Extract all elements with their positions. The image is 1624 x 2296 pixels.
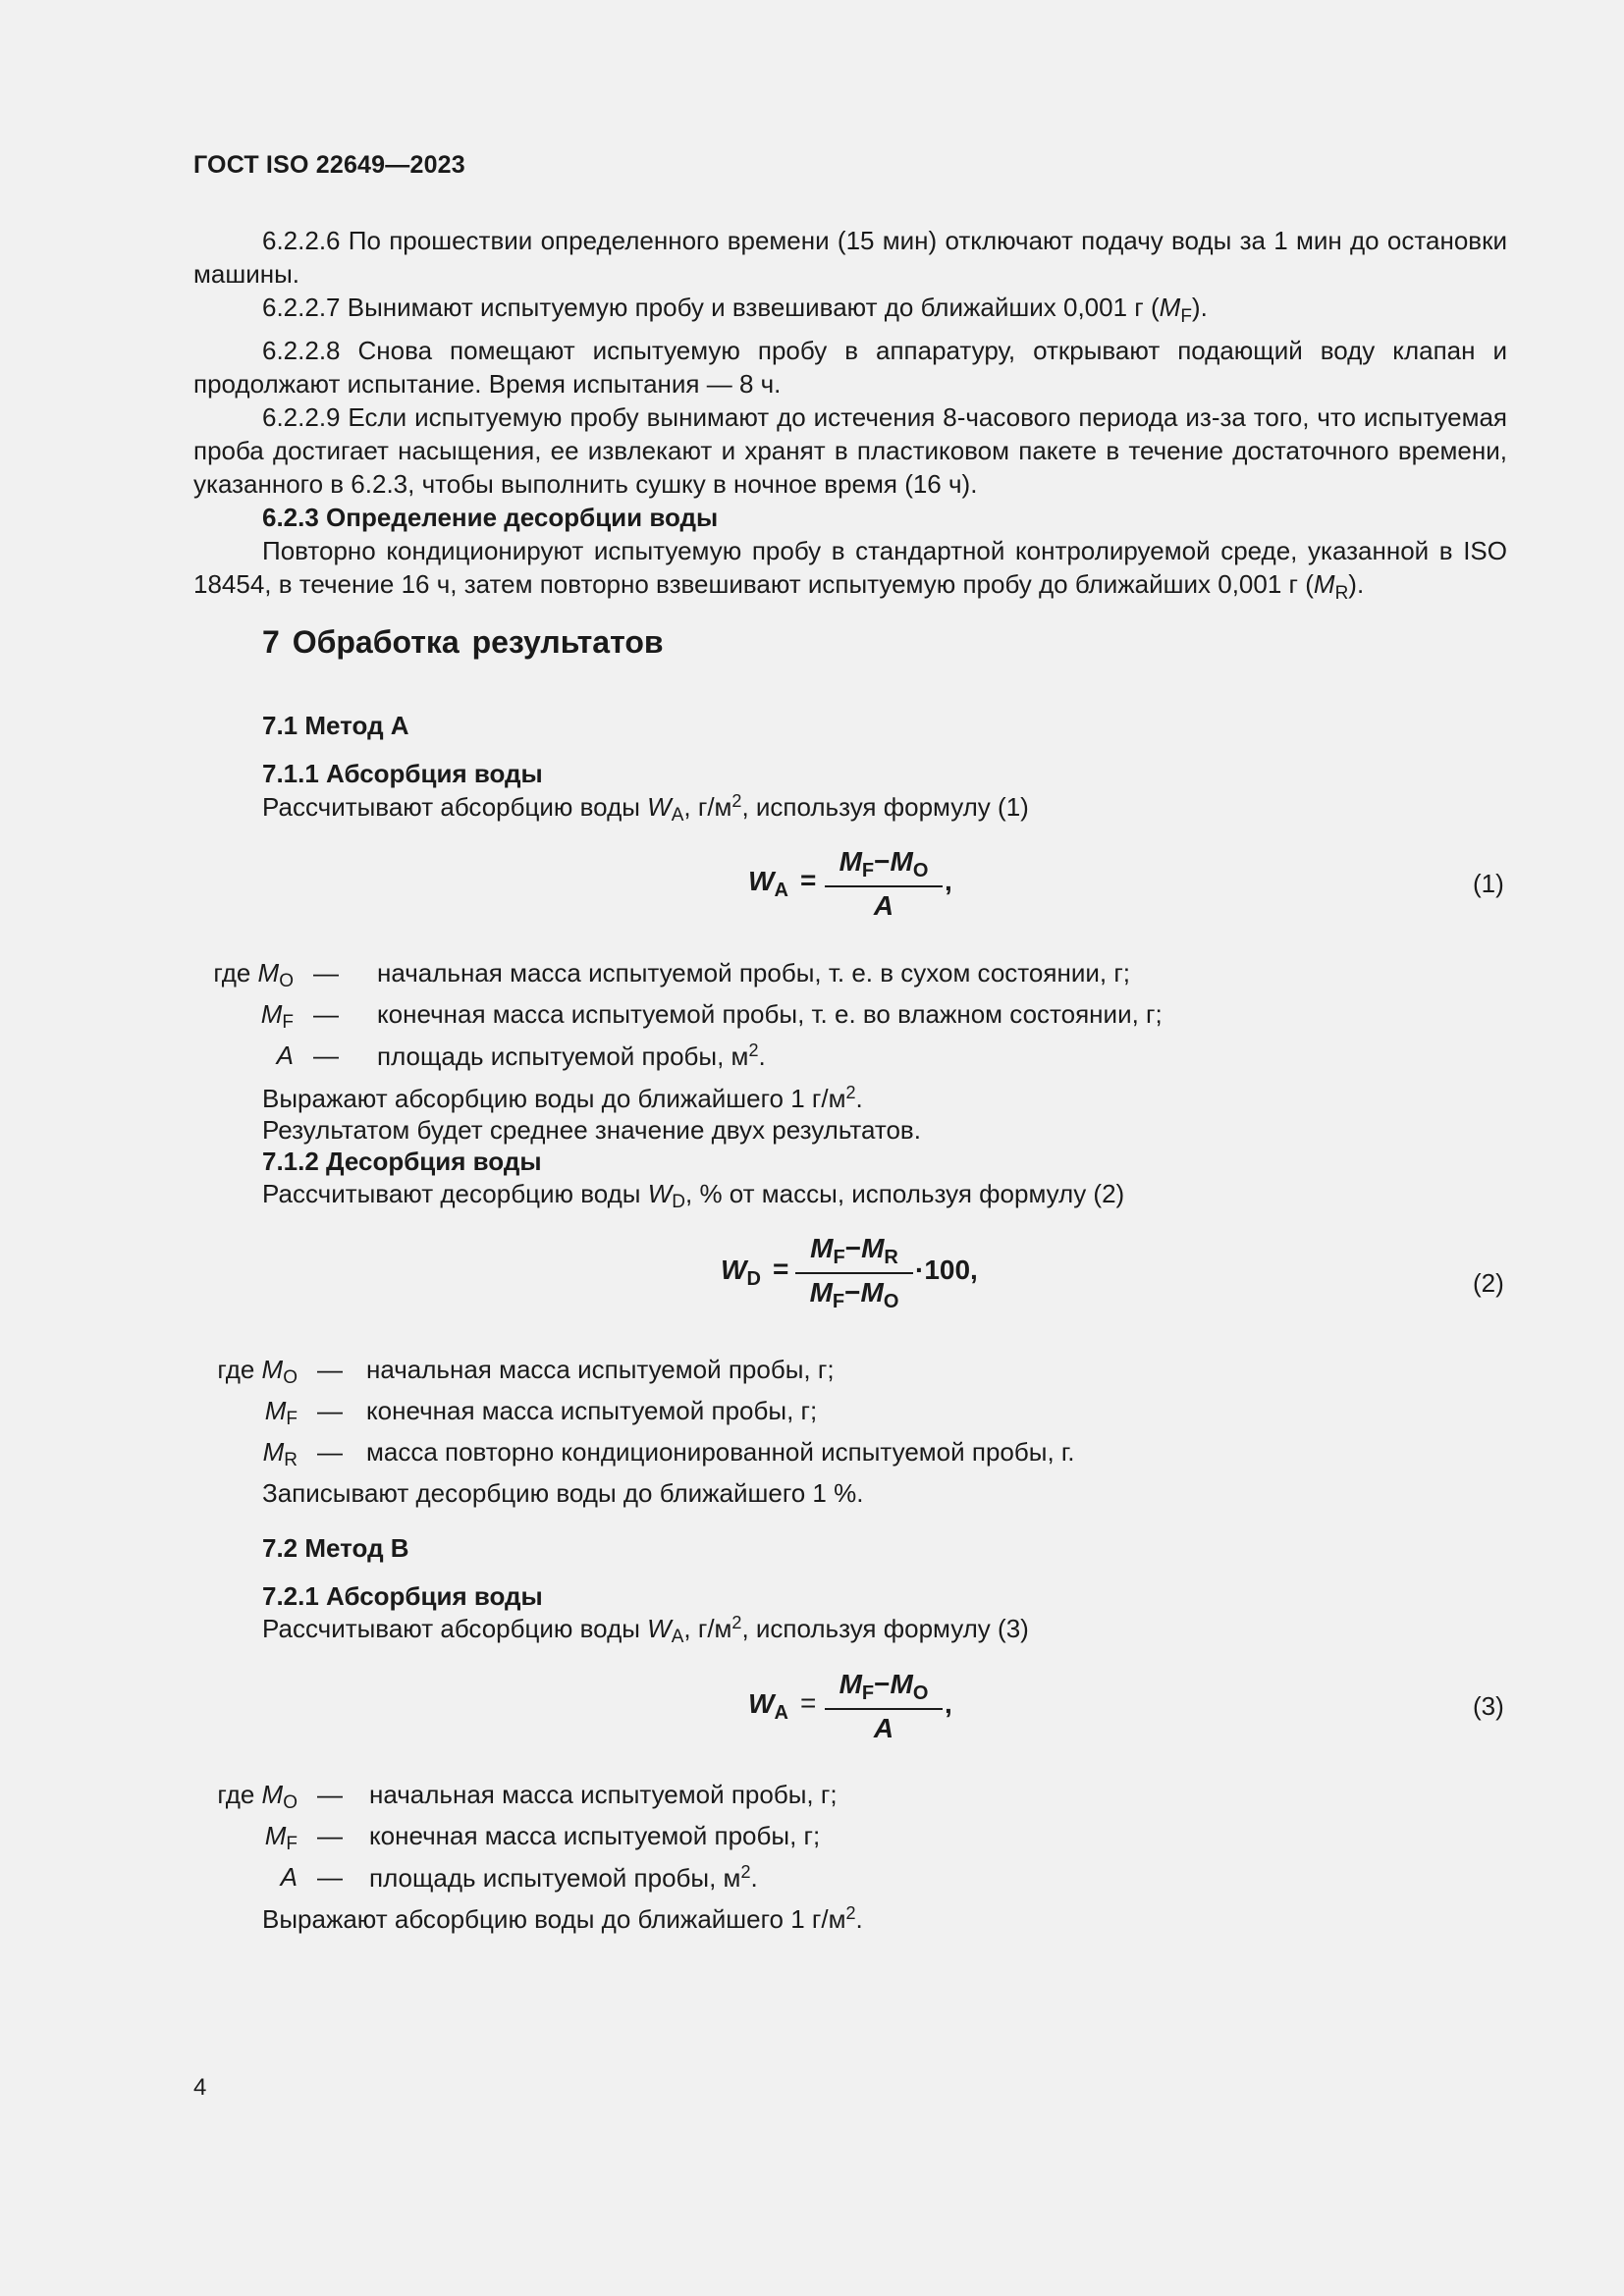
subscript-o: O [283,1367,298,1388]
subscript-f: F [861,1682,875,1704]
symbol-m: M [860,1277,884,1308]
symbol-m: M [810,1233,834,1263]
em-dash: — [313,1041,339,1070]
equation-number-2: (2) [1473,1268,1504,1298]
heading-7-2-1: 7.2.1 Абсорбция воды [262,1581,543,1611]
heading-7-2: 7.2 Метод B [262,1533,409,1563]
symbol-m: M [861,1233,885,1263]
intro-text: Рассчитывают абсорбцию воды [262,792,648,822]
subscript-f: F [1180,306,1192,327]
paragraph-6-2-2-7 [193,291,1507,334]
fraction-numerator [825,1669,943,1705]
em-dash: — [313,958,339,988]
def-text-mo: начальная масса испытуемой пробы, г; [369,1780,838,1809]
equals-sign: = [800,865,817,895]
formula-1-lhs [748,866,788,902]
intro-text: Рассчитывают абсорбцию воды [262,1614,648,1643]
minus-sign: − [844,1233,862,1263]
section-6-2-body [193,224,1507,611]
heading-7-1: 7.1 Метод A [262,711,409,740]
fraction-numerator [825,846,943,882]
intro-text: Рассчитывают десорбцию воды [262,1179,648,1208]
paragraph-6-2-3-end: ). [1348,569,1365,599]
symbol-m: M [257,958,280,988]
fraction-bar [825,1708,943,1710]
superscript-2: 2 [748,1041,759,1060]
def-text-a [369,1862,758,1894]
fraction-bar [795,1272,913,1274]
symbol-m: M [839,846,862,877]
minus-sign: − [874,1669,891,1699]
unit-text: , г/м [683,792,732,822]
line-7-2-1-intro [262,1613,1029,1648]
formula-2-fraction [795,1233,913,1313]
symbol-m: M [890,1669,913,1699]
symbol-m: M [261,1355,284,1384]
subscript-a: A [774,1702,788,1724]
def-symbol-mf [209,1821,298,1855]
symbol-a: A [276,1041,294,1070]
em-dash: — [317,1821,343,1850]
definitions-2 [209,1355,1289,1470]
formula-comma: , [945,1688,952,1719]
equation-number-3: (3) [1473,1691,1504,1721]
equals-sign: = [773,1254,789,1284]
def-symbol-mo [209,1355,298,1389]
subscript-f: F [286,1834,298,1854]
subscript-r: R [284,1450,298,1470]
document-header: ГОСТ ISO 22649—2023 [193,151,465,179]
paragraph-6-2-3-text: Повторно кондиционируют испытуемую пробу в стандартной контролируемой среде, указанной в ISO 18454, в течение 16 ч, затем повторно взвешивают испытуемую пробу до ближайших 0,001 г ( [193,536,1507,599]
line-7-1-1-result: Результатом будет среднее значение двух результатов. [262,1115,921,1145]
fraction-denominator: A [873,1713,894,1743]
def-text: площадь испытуемой пробы, м [377,1041,749,1071]
subscript-d: D [746,1268,761,1290]
def-text: площадь испытуемой пробы, м [369,1863,741,1893]
em-dash: — [317,1437,343,1467]
def-symbol-mo [205,958,294,992]
definitions-3 [209,1780,1289,1893]
formula-1-fraction [825,846,943,922]
symbol-m: M [1159,293,1181,322]
subscript-o: O [279,971,294,991]
def-symbol-mf [205,999,294,1034]
express-text: Выражают абсорбцию воды до ближайшего 1 г/м [262,1084,846,1113]
em-dash: — [317,1862,343,1892]
heading-6-2-3: 6.2.3 Определение десорбции воды [262,503,719,532]
where-label: где [217,1355,262,1384]
subscript-o: O [283,1792,298,1813]
subscript-o: O [883,1291,899,1312]
def-text-mf: конечная масса испытуемой пробы, г; [369,1821,821,1850]
heading-7-1-1: 7.1.1 Абсорбция воды [262,759,543,788]
formula-2-lhs [721,1255,761,1291]
minus-sign: − [874,846,891,877]
symbol-w: W [647,792,672,822]
superscript-2: 2 [731,791,742,811]
em-dash: — [313,999,339,1029]
em-dash: — [317,1780,343,1809]
subscript-o: O [912,1682,929,1704]
def-symbol-a [209,1862,298,1893]
subscript-o: O [912,860,929,881]
subscript-f: F [286,1409,298,1429]
superscript-2: 2 [845,1903,856,1923]
line-7-1-2-record: Записывают десорбцию воды до ближайшего 1 %. [262,1478,864,1508]
paragraph-6-2-3 [193,534,1507,611]
fraction-bar [825,885,943,887]
em-dash: — [317,1396,343,1425]
em-dash: — [317,1355,343,1384]
fraction-numerator [795,1233,913,1269]
symbol-m: M [1313,569,1335,599]
symbol-m: M [809,1277,833,1308]
equation-number-1: (1) [1473,869,1504,898]
symbol-w: W [748,1688,775,1719]
symbol-m: M [839,1669,862,1699]
formula-comma: , [945,866,952,896]
paragraph-6-2-2-8: 6.2.2.8 Снова помещают испытуемую пробу в аппаратуру, открывают подающий воду клапан и продолжают испытание. Время испытания — 8 ч. [193,336,1507,399]
formula-3-lhs [748,1688,788,1725]
heading-7-1-2: 7.1.2 Десорбция воды [262,1147,542,1176]
symbol-m: M [262,1437,285,1467]
def-text-mo: начальная масса испытуемой пробы, т. е. в сухом состоянии, г; [377,958,1131,988]
symbol-m: M [264,1821,287,1850]
express-end: . [855,1904,863,1934]
subscript-a: A [671,805,684,826]
def-text-mf: конечная масса испытуемой пробы, т. е. во влажном состоянии, г; [377,999,1163,1029]
unit-text: , г/м [683,1614,732,1643]
superscript-2: 2 [740,1862,751,1882]
intro-text-end: , используя формулу (1) [741,792,1029,822]
subscript-r: R [884,1247,898,1268]
intro-text-end: , % от массы, используя формулу (2) [685,1179,1125,1208]
symbol-m: M [260,999,283,1029]
def-symbol-mo [209,1780,298,1814]
formula-3-fraction [825,1669,943,1744]
paragraph-6-2-2-9: 6.2.2.9 Если испытуемую пробу вынимают до истечения 8-часового периода из-за того, что испытуемая проба достигает насыщения, ее извлекают и хранят в пластиковом пакете в течение достаточного времени, указанного в 6.2.3, чтобы выполнить сушку в ночное время (16 ч). [193,402,1507,499]
subscript-f: F [832,1291,845,1312]
formula-1 [746,846,982,923]
paragraph-6-2-2-7-text: 6.2.2.7 Вынимают испытуемую пробу и взвешивают до ближайших 0,001 г ( [262,293,1160,322]
symbol-m: M [261,1780,284,1809]
subscript-a: A [671,1627,684,1647]
formula-2-multiplier: ·100, [915,1255,978,1285]
line-7-1-2-intro [262,1179,1124,1213]
subscript-r: R [1334,583,1349,604]
def-text-mf: конечная масса испытуемой пробы, г; [366,1396,818,1425]
def-end: . [750,1863,758,1893]
def-end: . [758,1041,766,1071]
symbol-m: M [890,846,913,877]
equals-sign: = [800,1687,817,1718]
subscript-f: F [833,1247,845,1268]
paragraph-6-2-2-6: 6.2.2.6 По прошествии определенного времени (15 мин) отключают подачу воды за 1 мин до остановки машины. [193,226,1507,289]
superscript-2: 2 [845,1083,856,1102]
line-7-2-1-express [262,1903,863,1935]
express-text: Выражают абсорбцию воды до ближайшего 1 г/м [262,1904,846,1934]
page-number: 4 [193,2074,207,2101]
def-text-mr: масса повторно кондиционированной испытуемой пробы, г. [366,1437,1075,1467]
symbol-m: M [264,1396,287,1425]
definitions-1 [205,958,1285,1071]
subscript-f: F [861,860,875,881]
line-7-1-1-intro [262,791,1029,827]
subscript-f: F [282,1012,294,1033]
fraction-denominator: A [873,890,894,921]
section-7-title: 7 Обработка результатов [262,624,664,660]
where-label: где [217,1780,262,1809]
symbol-w: W [647,1179,673,1208]
paragraph-6-2-2-7-end: ). [1191,293,1208,322]
symbol-a: A [280,1862,298,1892]
formula-2 [719,1233,1013,1313]
def-symbol-a [205,1041,294,1071]
def-text-a [377,1041,766,1072]
def-text-mo: начальная масса испытуемой пробы, г; [366,1355,835,1384]
intro-text-end: , используя формулу (3) [741,1614,1029,1643]
formula-3 [746,1669,982,1745]
def-symbol-mr [209,1437,298,1471]
subscript-d: D [672,1192,685,1212]
symbol-w: W [647,1614,672,1643]
fraction-denominator [795,1277,913,1313]
subscript-a: A [774,880,788,901]
express-end: . [855,1084,863,1113]
line-7-1-1-express [262,1083,863,1114]
minus-sign: − [844,1277,861,1308]
symbol-w: W [721,1255,747,1285]
def-symbol-mf [209,1396,298,1430]
symbol-w: W [748,866,775,896]
superscript-2: 2 [731,1613,742,1632]
where-label: где [213,958,258,988]
